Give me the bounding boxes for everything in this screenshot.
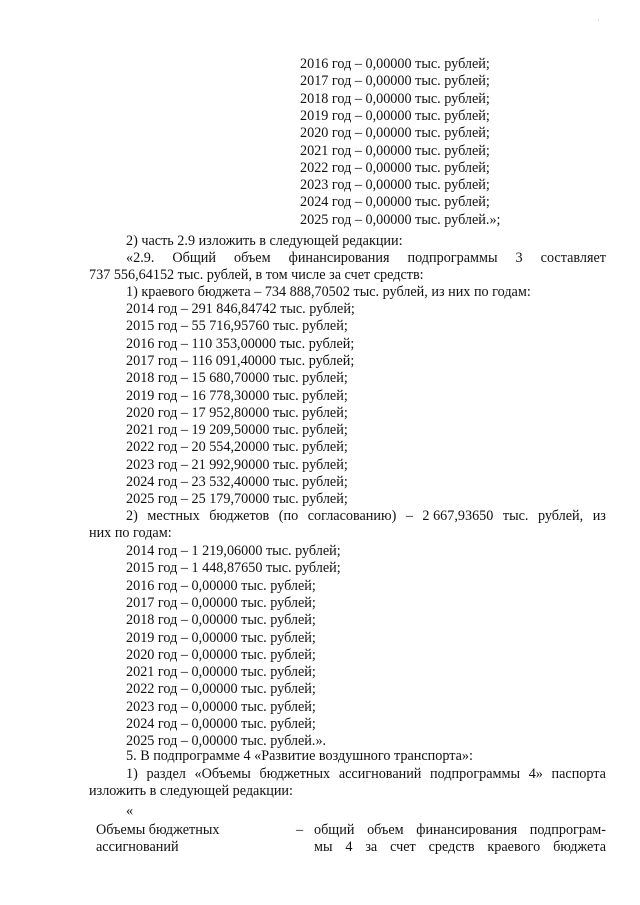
year-line: 2023 год – 0,00000 тыс. рублей; <box>300 177 490 194</box>
table-right-line-2 <box>314 839 606 856</box>
word: 3 <box>515 250 523 266</box>
year-line: 2022 год – 0,00000 тыс. рублей; <box>300 159 490 176</box>
year-line: 2018 год – 15 680,70000 тыс. рублей; <box>126 370 348 387</box>
year-line: 2022 год – 20 554,20000 тыс. рублей; <box>126 439 348 456</box>
year-line: 2020 год – 0,00000 тыс. рублей; <box>126 646 316 663</box>
local-budget-line-1 <box>126 508 606 525</box>
year-line: 2021 год – 19 209,50000 тыс. рублей; <box>126 422 348 439</box>
table-left-line-2: ассигнований <box>96 839 179 855</box>
section-2-9-line-2: 737 556,64152 тыс. рублей, в том числе за счет средств: <box>89 267 424 283</box>
year-line: 2023 год – 21 992,90000 тыс. рублей; <box>126 456 348 473</box>
word: «Объемы <box>194 766 251 782</box>
year-line: 2024 год – 23 532,40000 тыс. рублей; <box>126 474 348 490</box>
word: за <box>365 839 378 855</box>
word: счет <box>390 839 416 855</box>
scan-mark: · <box>597 16 600 25</box>
word: краевого <box>487 839 541 855</box>
year-line: 2020 год – 17 952,80000 тыс. рублей; <box>126 404 348 421</box>
year-line: 2021 год – 0,00000 тыс. рублей; <box>300 142 490 159</box>
table-left-line-1: Объемы бюджетных <box>96 822 220 838</box>
word: объем <box>367 822 404 838</box>
word: бюджетов <box>209 508 270 524</box>
year-line: 2019 год – 0,00000 тыс. рублей; <box>126 629 316 646</box>
item-5-1-line-2: изложить в следующей редакции: <box>89 783 293 799</box>
year-line: 2017 год – 0,00000 тыс. рублей; <box>126 594 316 611</box>
year-line: 2016 год – 0,00000 тыс. рублей; <box>126 577 316 594</box>
word: (по <box>278 508 299 524</box>
year-line: 2017 год – 116 091,40000 тыс. рублей; <box>126 352 355 369</box>
year-line: 2015 год – 55 716,95760 тыс. рублей; <box>126 318 348 335</box>
word: общий <box>314 822 355 838</box>
year-line: 2019 год – 0,00000 тыс. рублей; <box>300 107 490 124</box>
word: подпрограммы <box>430 766 521 782</box>
word: ассигнований <box>338 766 422 782</box>
word: рублей, <box>537 508 584 524</box>
word: раздел <box>146 766 186 782</box>
table-dash: – <box>296 822 304 838</box>
word: бюджета <box>553 839 606 855</box>
year-line: 2025 год – 0,00000 тыс. рублей.». <box>126 733 327 750</box>
year-line: 2019 год – 16 778,30000 тыс. рублей; <box>126 387 348 404</box>
word: паспорта <box>551 766 606 782</box>
year-line: 2023 год – 0,00000 тыс. рублей; <box>126 698 316 715</box>
word: – <box>405 508 413 524</box>
word: финансирования <box>288 250 390 266</box>
word: финансирования <box>416 822 518 838</box>
year-line: 2025 год – 0,00000 тыс. рублей.»; <box>300 211 501 228</box>
part-2-heading: 2) часть 2.9 изложить в следующей редакции: <box>126 233 403 249</box>
item-5-heading: 5. В подпрограмме 4 «Развитие воздушного транспорта»: <box>126 748 473 764</box>
year-line: 2017 год – 0,00000 тыс. рублей; <box>300 73 490 90</box>
year-line: 2016 год – 0,00000 тыс. рублей; <box>300 56 490 72</box>
item-5-1-line-1 <box>126 766 606 783</box>
year-line: 2024 год – 0,00000 тыс. рублей; <box>300 194 490 211</box>
local-budget-line-2: них по годам: <box>89 525 172 541</box>
word: объем <box>234 250 271 266</box>
year-line: 2024 год – 0,00000 тыс. рублей; <box>126 716 316 732</box>
word: составляет <box>540 250 606 266</box>
word: Общий <box>172 250 216 266</box>
year-line: 2018 год – 0,00000 тыс. рублей; <box>300 90 490 107</box>
year-line: 2025 год – 25 179,70000 тыс. рублей; <box>126 491 348 508</box>
word: 2) <box>126 508 138 524</box>
year-line: 2020 год – 0,00000 тыс. рублей; <box>300 125 490 142</box>
year-line: 2022 год – 0,00000 тыс. рублей; <box>126 681 316 698</box>
word: средств <box>428 839 475 855</box>
word: согласованию) <box>307 508 397 524</box>
opening-quote: « <box>126 803 134 819</box>
word: «2.9. <box>126 250 155 266</box>
word: тыс. <box>502 508 529 524</box>
word: мы <box>314 839 333 855</box>
regional-budget-heading: 1) краевого бюджета – 734 888,70502 тыс. рублей, из них по годам: <box>126 284 531 300</box>
word: 2 667,93650 <box>422 508 494 524</box>
word: 1) <box>126 766 138 782</box>
word: местных <box>147 508 200 524</box>
year-line: 2018 год – 0,00000 тыс. рублей; <box>126 612 316 629</box>
year-line: 2016 год – 110 353,00000 тыс. рублей; <box>126 335 355 352</box>
word: из <box>592 508 606 524</box>
year-line: 2014 год – 291 846,84742 тыс. рублей; <box>126 301 355 317</box>
table-right-line-1 <box>314 822 606 839</box>
section-2-9-line-1 <box>126 250 606 267</box>
year-line: 2021 год – 0,00000 тыс. рублей; <box>126 664 316 681</box>
word: бюджетных <box>259 766 331 782</box>
year-line: 2014 год – 1 219,06000 тыс. рублей; <box>126 543 341 559</box>
word: подпрограм- <box>529 822 606 838</box>
word: 4 <box>345 839 353 855</box>
word: подпрограммы <box>407 250 498 266</box>
word: 4» <box>528 766 543 782</box>
year-line: 2015 год – 1 448,87650 тыс. рублей; <box>126 560 341 577</box>
